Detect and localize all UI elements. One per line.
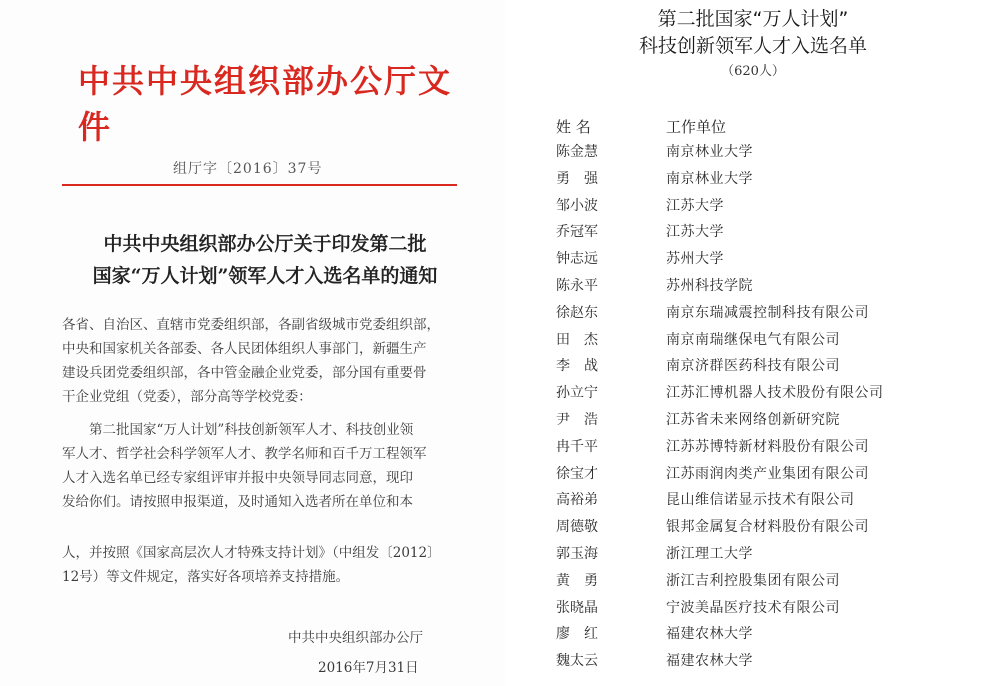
notice-addressees xyxy=(62,313,462,409)
table-row xyxy=(512,407,994,434)
column-header-name: 姓 名 xyxy=(556,118,591,136)
person-name: 李 战 xyxy=(556,358,598,375)
person-name: 勇 强 xyxy=(556,170,598,187)
work-unit: 江苏大学 xyxy=(666,224,724,241)
work-unit: 江苏汇博机器人技术股份有限公司 xyxy=(666,385,884,402)
table-row xyxy=(512,514,994,541)
table-row xyxy=(512,219,994,246)
paragraph-line: 人才入选名单已经专家组评审并报中央领导同志同意，现印 xyxy=(62,470,413,486)
work-unit: 南京林业大学 xyxy=(666,170,753,187)
paragraph-line: 人，并按照《国家高层次人才特殊支持计划》（中组发〔2012〕 xyxy=(62,545,441,561)
person-name: 徐赵东 xyxy=(556,304,598,321)
work-unit: 银邦金属复合材料股份有限公司 xyxy=(666,519,869,536)
person-name: 黄 勇 xyxy=(556,572,598,589)
work-unit: 南京林业大学 xyxy=(666,144,753,160)
person-name: 邹小波 xyxy=(556,197,598,214)
notice-title-line: 中共中央组织部办公厅关于印发第二批 xyxy=(103,233,427,255)
person-name: 冉千平 xyxy=(556,438,598,455)
table-row xyxy=(512,434,994,461)
work-unit: 南京济群医药科技有限公司 xyxy=(666,358,840,375)
red-divider-line xyxy=(62,184,457,186)
document-number: 组厅字〔2016〕37号 xyxy=(173,161,323,177)
work-unit: 南京南瑞继保电气有限公司 xyxy=(666,331,840,348)
notice-body xyxy=(62,418,462,514)
person-name: 徐宝才 xyxy=(556,465,598,482)
work-unit: 苏州科技学院 xyxy=(666,277,753,294)
person-name: 尹 浩 xyxy=(556,411,598,428)
person-name: 魏太云 xyxy=(556,653,598,670)
work-unit: 南京东瑞减震控制科技有限公司 xyxy=(666,304,869,321)
list-title-line: 第二批国家“万人计划” xyxy=(657,8,849,30)
talent-list-page xyxy=(512,0,994,686)
table-row xyxy=(512,300,994,327)
work-unit: 江苏雨润肉类产业集团有限公司 xyxy=(666,465,869,482)
work-unit: 浙江吉利控股集团有限公司 xyxy=(666,572,840,589)
work-unit: 江苏大学 xyxy=(666,197,724,214)
column-header-unit: 工作单位 xyxy=(666,118,727,136)
person-name: 周德敬 xyxy=(556,519,598,536)
table-row xyxy=(512,139,994,166)
table-row xyxy=(512,380,994,407)
work-unit: 江苏省未来网络创新研究院 xyxy=(666,411,840,428)
table-row xyxy=(512,487,994,514)
person-name: 陈金慧 xyxy=(556,144,598,160)
talent-table xyxy=(512,139,994,675)
person-name: 钟志远 xyxy=(556,251,598,268)
notice-body-continued xyxy=(62,541,462,589)
table-row xyxy=(512,595,994,622)
table-row xyxy=(512,166,994,193)
work-unit: 江苏苏博特新材料股份有限公司 xyxy=(666,438,869,455)
table-row xyxy=(512,273,994,300)
paragraph-line: 中央和国家机关各部委、各人民团体组织人事部门，新疆生产 xyxy=(62,341,427,357)
notice-title xyxy=(60,228,470,292)
person-name: 廖 红 xyxy=(556,626,598,643)
paragraph-line: 干企业党组（党委），部分高等学校党委： xyxy=(62,389,312,405)
table-row xyxy=(512,568,994,595)
document-header: 中共中央组织部办公厅文件 xyxy=(78,62,453,146)
paragraph-line: 各省、自治区、直辖市党委组织部，各副省级城市党委组织部， xyxy=(62,317,440,333)
person-name: 乔冠军 xyxy=(556,224,598,241)
signature-organization: 中共中央组织部办公厅 xyxy=(288,630,423,646)
work-unit: 昆山维信诺显示技术有限公司 xyxy=(666,492,855,509)
table-row xyxy=(512,541,994,568)
table-row xyxy=(512,327,994,354)
work-unit: 苏州大学 xyxy=(666,251,724,268)
table-row xyxy=(512,648,994,675)
table-row xyxy=(512,193,994,220)
notice-title-line: 国家“万人计划”领军人才入选名单的通知 xyxy=(92,265,438,287)
signature-date: 2016年7月31日 xyxy=(318,660,419,676)
person-name: 田 杰 xyxy=(556,331,598,348)
paragraph-line: 建设兵团党委组织部，各中管金融企业党委，部分国有重要骨 xyxy=(62,365,427,381)
work-unit: 宁波美晶医疗技术有限公司 xyxy=(666,599,840,616)
table-row xyxy=(512,246,994,273)
paragraph-line: 发给你们。请按照申报渠道，及时通知入选者所在单位和本 xyxy=(62,494,413,510)
work-unit: 福建农林大学 xyxy=(666,626,753,643)
table-row xyxy=(512,461,994,488)
person-name: 孙立宁 xyxy=(556,385,598,402)
list-title-line: 科技创新领军人才入选名单 xyxy=(638,35,867,57)
work-unit: 福建农林大学 xyxy=(666,653,753,670)
table-row xyxy=(512,621,994,648)
person-name: 张晓晶 xyxy=(556,599,598,616)
person-name: 高裕弟 xyxy=(556,492,598,509)
paragraph-line: 第二批国家“万人计划”科技创新领军人才、科技创业领 xyxy=(89,422,414,438)
paragraph-line: 12号）等文件规定，落实好各项培养支持措施。 xyxy=(62,569,350,585)
work-unit: 浙江理工大学 xyxy=(666,545,753,562)
list-count: （620人） xyxy=(721,64,785,79)
table-row xyxy=(512,353,994,380)
person-name: 陈永平 xyxy=(556,277,598,294)
paragraph-line: 军人才、哲学社会科学领军人才、教学名师和百千万工程领军 xyxy=(62,446,427,462)
person-name: 郭玉海 xyxy=(556,545,598,562)
